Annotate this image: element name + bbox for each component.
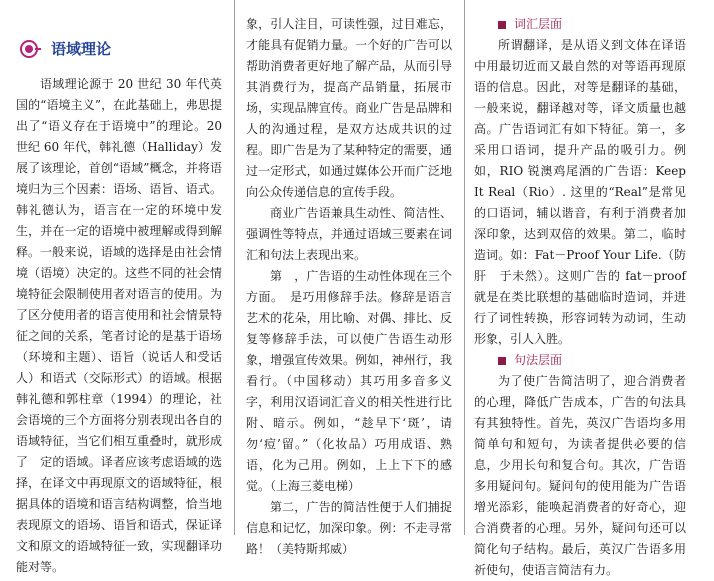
paragraph: 第 ，广告语的生动性体现在三个方面。 是巧用修辞手法。修辞是语言艺术的花朵，用比喻、对偶、排比、反复等修辞手法，可以使广告语生动形象，增强宣传效果。例如，神州行，我看行。（中国移动）其巧用多音多义字，利用汉语词汇音义的相关性进行比附、暗示。例如，“趁早下‘斑’，请勿‘痘’留。”（化妆品）巧用成语、熟语，化为己用。例如，上上下下的感觉。（上海三菱电梯）: [246, 269, 452, 493]
paragraph: 商业广告语兼具生动性、简洁性、强调性等特点，并通过语域三要素在词汇和句法上表现出来。: [246, 206, 452, 262]
paragraph: 为了使广告简洁明了，迎合消费者的心理，降低广告成本，广告的句法具有其独特性。首先，英汉广告语均多用简单句和短句，为读者提供必要的信息，少用长句和复合句。其次，广告语多用疑问句。疑问句的使用能为广告语增光添彩，能唤起消费者的好奇心，迎合消费者的心理。另外，疑问句还可以简化句子结构。最后，英汉广告语多用祈使句，使语言简洁有力。: [474, 374, 686, 577]
section-title: 语域理论: [51, 40, 112, 58]
paragraph: 语域理论源于 20 世纪 30 年代英国的“语境主义”，在此基础上，弗思提出了“语义存在于语境中”的理论。20 世纪 60 年代，韩礼德（Halliday）发展了该理论，首创“语域”概念，并将语境归为三个因素：语场、语旨、语式。韩礼德认为，语言在一定的环境中发生，并在一定的语境中被理解或得到解释。: [16, 77, 222, 259]
column-divider: [464, 0, 465, 535]
subheading-label: 句法层面: [514, 353, 563, 367]
square-bullet-icon: [498, 357, 506, 365]
column-divider: [234, 0, 235, 535]
paragraph: 所谓翻译，是从语义到文体在译语中用最切近而又最自然的对等语再现原语的信息。因此，对等是翻译的基础，一般来说，翻译越对等，译文质量也越高。广告语词汇有如下特征。第一，多采用口语词，提升产品的吸引力。例如，RIO 锐澳鸡尾酒的广告语：Keep It Real（Rio）. 这里的“Real”是常见的口语词，辅以谐音，有利于消费者加深印象，达到双倍的效果。第二，临时造词。如：Fat－Proof Your Life.（防 肝 于未然）。这则广告的 fat－proof 就是在类比联想的基础临时造词，并进行了词性转换，形容词转为动词，生动形象，引人入胜。: [474, 38, 699, 346]
square-bullet-icon: [498, 21, 506, 29]
subheading-label: 词汇层面: [514, 17, 563, 31]
column-2: [246, 0, 452, 556]
paragraph: 第二，广告的简洁性便于人们捕捉信息和记忆，加深印象。例：不走寻常路！（美特斯邦威）: [246, 500, 452, 556]
paragraph: 一般来说，语域的选择是由社会情境（语境）决定的。这些不同的社会情境特征会限制使用者对语言的使用。为了区分使用者的语言使用和社会情景特征之间的关系，笔者讨论的是基于语场（环境和主题）、语旨（说话人和受话人）和语式（交际形式）的语域。根据韩礼德和郭柱章（1994）的理论，社会语境的三个方面将分别表现出各自的语域特征，当它们相互重叠时，就形成了 定的语域。译者应该考虑语域的选择，在译文中再现原文的语域特征，根据具体的语境和语言结构调整，恰当地表现原文的语场、语旨和语式，保证译文和原文的语域特征一致，实现翻译功能对等。: [16, 245, 222, 574]
column-1: [16, 0, 222, 574]
paragraph: 象，引人注目，可读性强，过目难忘，才能具有促销力量。一个好的广告可以帮助消费者更好地了解产品，从而引导其消费行为，提高产品销量，拓展市场，实现品牌宣传。商业广告是品牌和人的沟通过程，是双方达成共识的过程。即广告是为了某种特定的需要，通过一定形式，如通过媒体公开而广泛地向公众传递信息的宣传手段。: [246, 17, 452, 199]
subheading-syntax: [474, 350, 686, 371]
subheading-lexical: [474, 14, 686, 35]
circle-bullet-icon: [20, 40, 38, 58]
section-heading: [20, 38, 111, 59]
column-3: [474, 0, 699, 577]
